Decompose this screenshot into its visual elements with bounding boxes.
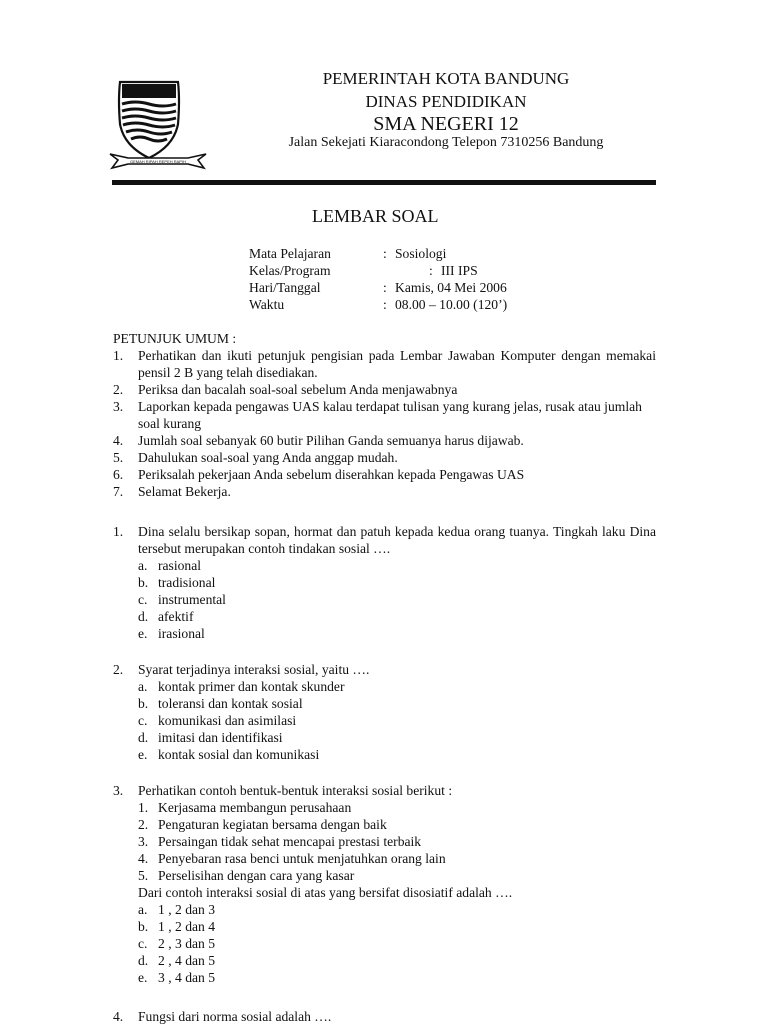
option-letter: d. (138, 609, 149, 624)
option-text: irasional (158, 626, 205, 641)
statement-item (113, 850, 656, 867)
page-title: LEMBAR SOAL (312, 206, 439, 226)
question-3 (113, 782, 656, 986)
option-text: 3 , 4 dan 5 (158, 970, 216, 985)
option-letter: e. (138, 747, 148, 762)
instruction-text: Periksa dan bacalah soal-soal sebelum Anda menjawabnya (138, 382, 458, 397)
instruction-number: 7. (113, 484, 124, 499)
option-letter: b. (138, 696, 149, 711)
option-text: 2 , 4 dan 5 (158, 953, 216, 968)
instruction-text: Periksalah pekerjaan Anda sebelum diserahkan kepada Pengawas UAS (138, 467, 525, 482)
option-text: komunikasi dan asimilasi (158, 713, 297, 728)
option-text: kontak sosial dan komunikasi (158, 747, 320, 762)
answer-option (113, 591, 656, 608)
info-colon: : (429, 263, 433, 278)
instruction-number: 6. (113, 467, 124, 482)
answer-option (113, 918, 656, 935)
info-label: Hari/Tanggal (249, 280, 321, 295)
instructions-heading: PETUNJUK UMUM : (113, 331, 237, 346)
question-number: 3. (113, 783, 124, 798)
instruction-item (113, 398, 656, 432)
question-stem (113, 782, 656, 799)
statement-item (113, 816, 656, 833)
option-letter: d. (138, 730, 149, 745)
question-text: Perhatikan contoh bentuk-bentuk interaksi sosial berikut : (138, 783, 453, 798)
instruction-item (113, 449, 656, 466)
answer-option (113, 608, 656, 625)
option-text: 2 , 3 dan 5 (158, 936, 216, 951)
header-divider (112, 180, 656, 185)
statement-number: 3. (138, 834, 149, 849)
instructions-section (113, 330, 656, 500)
statement-item (113, 799, 656, 816)
question-text: Fungsi dari norma sosial adalah …. (138, 1009, 332, 1024)
statement-item (113, 867, 656, 884)
header-government: PEMERINTAH KOTA BANDUNG (322, 69, 570, 88)
statement-item (113, 833, 656, 850)
question-number: 1. (113, 524, 124, 539)
logo-motto: GEMAH RIPAH REPEH RAPIH (130, 158, 186, 164)
answer-option (113, 746, 656, 763)
option-text: rasional (158, 558, 202, 573)
info-colon: : (383, 280, 387, 295)
option-text: tradisional (158, 575, 216, 590)
instruction-number: 3. (113, 399, 124, 414)
info-colon: : (383, 246, 387, 261)
answer-option (113, 574, 656, 591)
header-department: DINAS PENDIDIKAN (365, 92, 527, 111)
option-letter: e. (138, 626, 148, 641)
option-letter: b. (138, 575, 149, 590)
instruction-item (113, 347, 656, 381)
question-stem (113, 1008, 656, 1025)
info-value: Sosiologi (395, 246, 447, 261)
instruction-text: Dahulukan soal-soal yang Anda anggap mudah. (138, 450, 398, 465)
answer-option (113, 969, 656, 986)
answer-option (113, 935, 656, 952)
answer-option (113, 729, 656, 746)
instruction-text: Selamat Bekerja. (138, 484, 231, 499)
instruction-text: Perhatikan dan ikuti petunjuk pengisian pada Lembar Jawaban Komputer dengan memakai pensil 2 B yang telah disediakan. (138, 348, 656, 380)
question-text: Dina selalu bersikap sopan, hormat dan patuh kepada kedua orang tuanya. Tingkah laku Dina tersebut merupakan contoh tindakan sosial …. (138, 524, 656, 556)
statement-text: Kerjasama membangun perusahaan (158, 800, 352, 815)
statement-number: 1. (138, 800, 149, 815)
statement-text: Pengaturan kegiatan bersama dengan baik (158, 817, 387, 832)
header-school-name: SMA NEGERI 12 (373, 113, 519, 135)
instruction-item (113, 381, 656, 398)
answer-option (113, 952, 656, 969)
info-value: III IPS (441, 263, 478, 278)
option-text: toleransi dan kontak sosial (158, 696, 303, 711)
option-text: imitasi dan identifikasi (158, 730, 283, 745)
statement-text: Persaingan tidak sehat mencapai prestasi terbaik (158, 834, 422, 849)
option-letter: a. (138, 558, 148, 573)
statement-number: 4. (138, 851, 149, 866)
option-letter: a. (138, 679, 148, 694)
option-letter: c. (138, 713, 148, 728)
option-text: 1 , 2 dan 3 (158, 902, 216, 917)
answer-option (113, 678, 656, 695)
option-letter: d. (138, 953, 149, 968)
instruction-number: 2. (113, 382, 124, 397)
option-text: 1 , 2 dan 4 (158, 919, 216, 934)
option-text: kontak primer dan kontak skunder (158, 679, 345, 694)
answer-option (113, 557, 656, 574)
info-value: Kamis, 04 Mei 2006 (395, 280, 507, 295)
instruction-item (113, 432, 656, 449)
answer-option (113, 695, 656, 712)
question-followup: Dari contoh interaksi sosial di atas yang bersifat disosiatif adalah …. (138, 885, 513, 900)
instruction-number: 4. (113, 433, 124, 448)
info-label: Waktu (249, 297, 285, 312)
instruction-number: 5. (113, 450, 124, 465)
statement-number: 5. (138, 868, 149, 883)
option-text: afektif (158, 609, 194, 624)
info-label: Mata Pelajaran (249, 246, 331, 261)
question-number: 2. (113, 662, 124, 677)
question-text: Syarat terjadinya interaksi sosial, yaitu …. (138, 662, 370, 677)
question-stem (113, 661, 656, 678)
statement-text: Perselisihan dengan cara yang kasar (158, 868, 355, 883)
instruction-number: 1. (113, 348, 124, 363)
option-letter: c. (138, 936, 148, 951)
statement-text: Penyebaran rasa benci untuk menjatuhkan orang lain (158, 851, 446, 866)
option-letter: c. (138, 592, 148, 607)
option-letter: b. (138, 919, 149, 934)
instruction-text: Laporkan kepada pengawas UAS kalau terdapat tulisan yang kurang jelas, rusak atau jumlah soal kurang (138, 399, 642, 431)
header-address: Jalan Sekejati Kiaracondong Telepon 7310256 Bandung (288, 135, 604, 150)
option-letter: a. (138, 902, 148, 917)
question-number: 4. (113, 1009, 124, 1024)
answer-option (113, 901, 656, 918)
statement-number: 2. (138, 817, 149, 832)
instruction-item (113, 466, 656, 483)
info-colon: : (383, 297, 387, 312)
info-label: Kelas/Program (249, 263, 331, 278)
answer-option (113, 625, 656, 642)
question-1 (113, 523, 656, 642)
option-letter: e. (138, 970, 148, 985)
question-2 (113, 661, 656, 763)
instruction-text: Jumlah soal sebanyak 60 butir Pilihan Ganda semuanya harus dijawab. (138, 433, 524, 448)
question-4 (113, 1008, 656, 1025)
option-text: instrumental (158, 592, 226, 607)
bandung-city-crest-icon (108, 72, 208, 172)
instruction-item (113, 483, 656, 500)
answer-option (113, 712, 656, 729)
question-stem (113, 523, 656, 557)
info-value: 08.00 – 10.00 (120’) (395, 297, 508, 312)
